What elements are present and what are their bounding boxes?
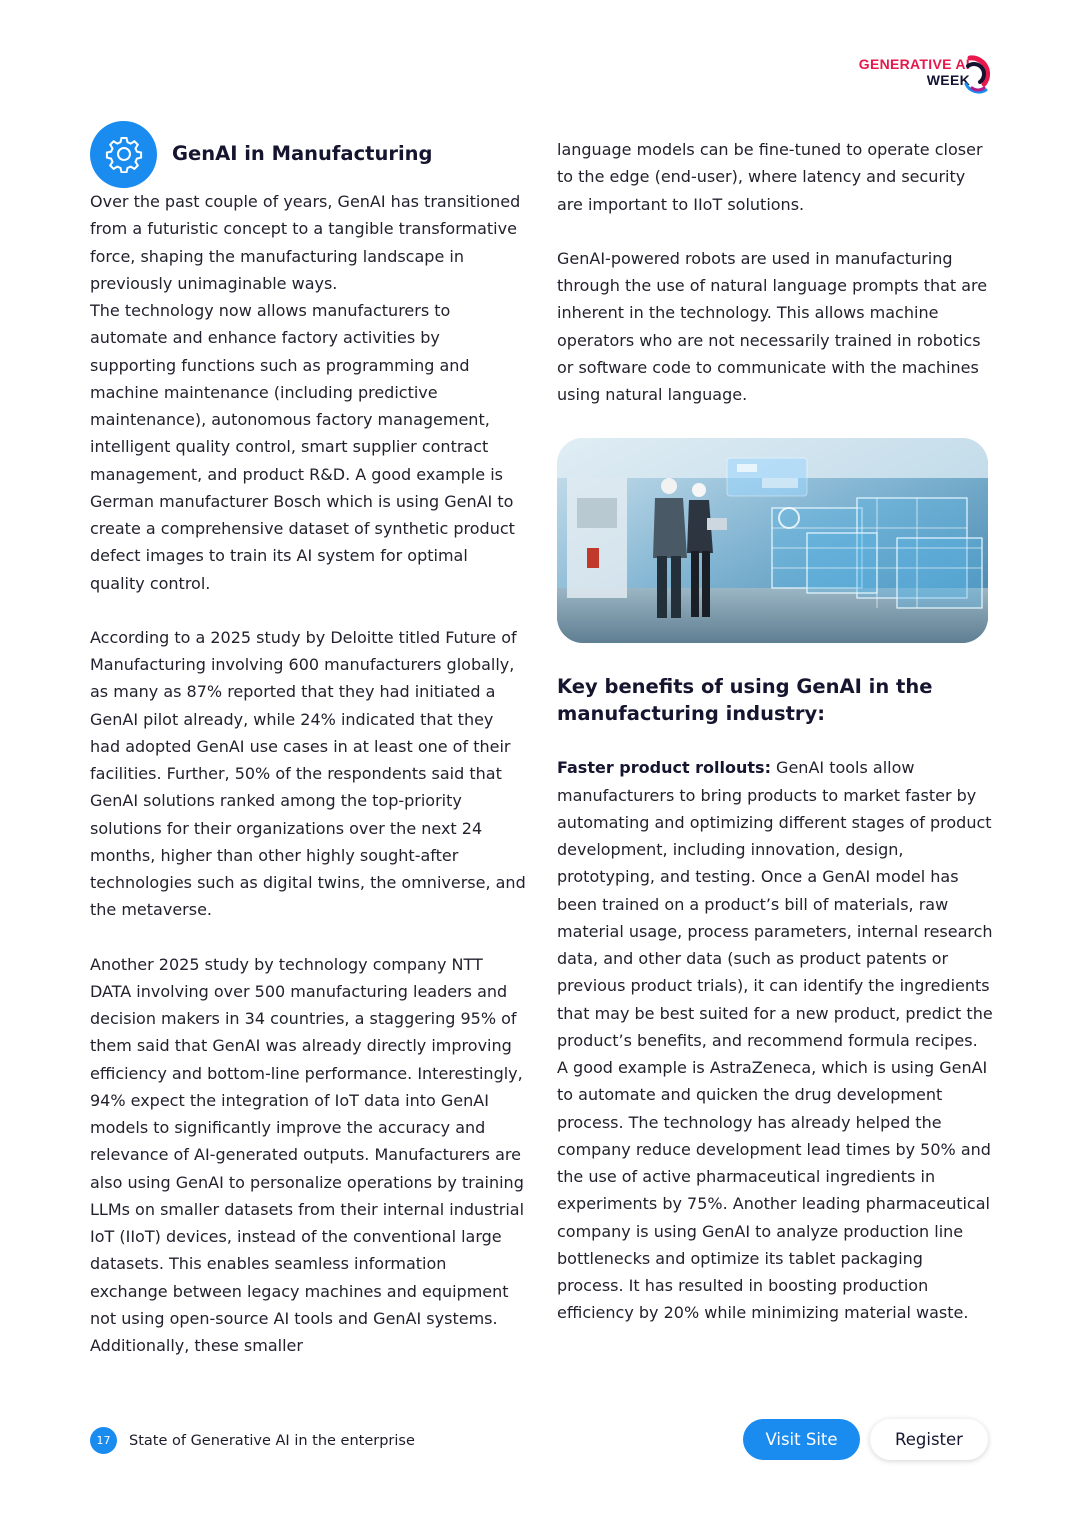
left-paragraph-2: The technology now allows manufacturers to automate and enhance factory activities by supporting functions such as programming and machine maintenance (including predictive maintenance), autonomous factory management, intelligent quality control, smart supplier contract management, and product R&D. A good example is German manufacturer Bosch which is using GenAI to create a comprehensive dataset of synthetic product defect images to train its AI system for optimal quality control. [90,301,515,593]
benefit-lead: Faster product rollouts: [557,758,771,778]
section-title: GenAI in Manufacturing [172,142,433,166]
right-column [557,136,993,1327]
gear-icon [90,121,157,188]
logo-text [859,56,970,88]
factory-engineers-photo [557,438,988,643]
page-number: 17 [90,1427,117,1454]
right-paragraph-1: language models can be fine-tuned to operate closer to the edge (end-user), where latency and security are important to IIoT solutions. [557,140,983,214]
visit-site-button[interactable]: Visit Site [743,1419,860,1460]
benefit-paragraph [557,754,993,1326]
register-button[interactable]: Register [870,1419,988,1460]
benefits-title: Key benefits of using GenAI in the manufacturing industry: [557,675,933,726]
right-paragraph-2: GenAI-powered robots are used in manufacturing through the use of natural language prompts that are inherent in the technology. This allows machine operators who are not necessarily trained in robotics or software code to communicate with the machines using natural language. [557,248,988,404]
logo-swirl-icon [962,54,992,94]
page-footer [90,1427,415,1454]
logo-line-1: GENERATIVE AI [858,56,970,72]
logo-line-2: WEEK [926,72,970,88]
left-column [90,135,526,1359]
section-heading [90,120,526,188]
left-paragraph-1: Over the past couple of years, GenAI has transitioned from a futuristic concept to a tangible transformative force, shaping the manufacturing landscape in previously unimaginable ways. [90,192,521,293]
footer-title: State of Generative AI in the enterprise [129,1432,415,1449]
benefit-body: GenAI tools allow manufacturers to bring products to market faster by automating and optimizing different stages of product development, including innovation, design, prototyping, and testing. Once a GenAI model has been trained on a product’s bill of materials, raw material usage, process parameters, internal research data, and other data (such as product patents or previous product trials), it can identify the ingredients that may be best suited for a new product, predict the product’s benefits, and recommend formula recipes. A good example is AstraZeneca, which is using GenAI to automate and quicken the drug development process. The technology has already helped the company reduce development lead times by 50% and the use of active pharmaceutical ingredients in experiments by 75%. Another leading pharmaceutical company is using GenAI to analyze production line bottlenecks and optimize its tablet packaging process. It has resulted in boosting production efficiency by 20% while minimizing material waste. [557,758,993,1323]
left-paragraph-3: According to a 2025 study by Deloitte titled Future of Manufacturing involving 600 manufacturers globally, as many as 87% reported that they had initiated a GenAI pilot already, while 24% indicated that they had adopted GenAI use cases in at least one of their facilities. Further, 50% of the respondents said that GenAI solutions ranked among the top-priority solutions for their organizations over the next 24 months, higher than other highly sought-after technologies such as digital twins, the omniverse, and the metaverse. [90,627,526,920]
left-paragraph-4: Another 2025 study by technology company NTT DATA involving over 500 manufacturing leaders and decision makers in 34 countries, a staggering 95% of them said that GenAI was already directly improving efficiency and bottom-line performance. Interestingly, 94% expect the integration of IoT data into GenAI models to significantly improve the accuracy and relevance of AI-generated outputs. Manufacturers are also using GenAI to personalize operations by training LLMs on smaller datasets from their internal industrial IoT (IIoT) devices, instead of the conventional large datasets. This enables seamless information exchange between legacy machines and equipment not using open-source AI tools and GenAI systems. Additionally, these smaller [90,954,525,1355]
brand-logo [838,52,998,100]
